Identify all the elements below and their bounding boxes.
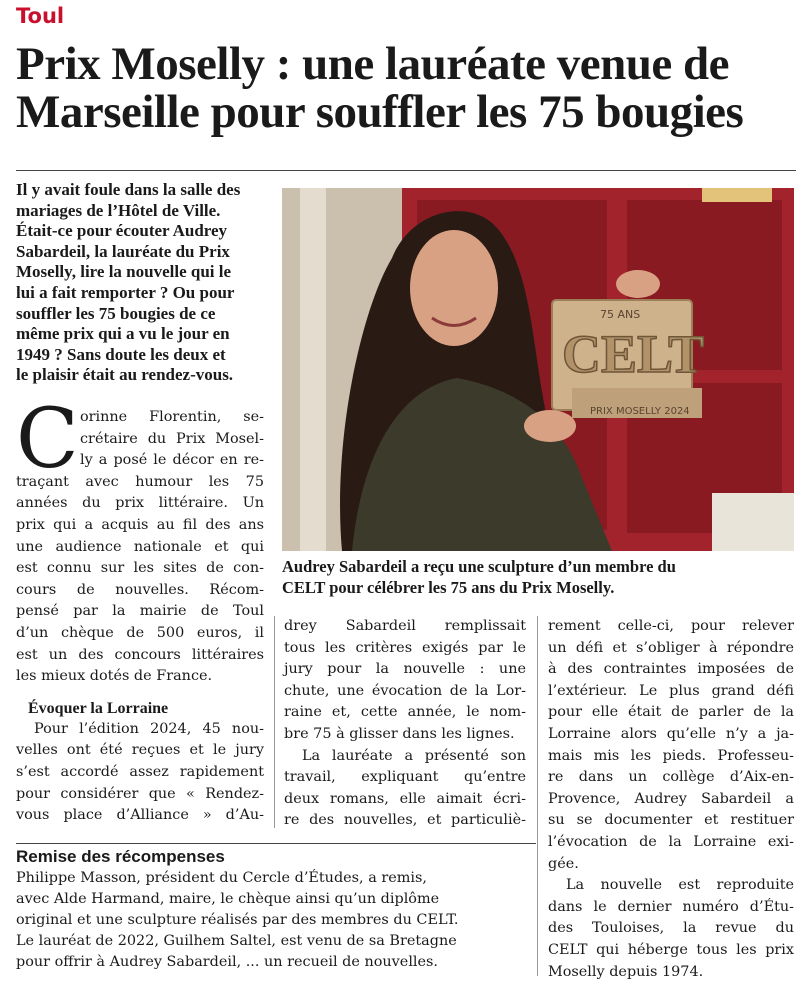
body-line: tous les critères exigés par le	[284, 638, 526, 660]
body-line: drey Sabardeil remplissait	[284, 616, 526, 638]
body-line: est un des concours littéraires	[16, 645, 264, 667]
body-column-1	[16, 407, 264, 827]
body-line: ly a posé le décor en re-	[16, 450, 264, 472]
headline-rule	[16, 170, 796, 171]
section-kicker: Toul	[16, 4, 64, 28]
standfirst-line: souffler les 75 bougies de ce	[16, 304, 266, 325]
photo-illustration	[282, 188, 794, 551]
body-line: Provence, Audrey Sabardeil a	[548, 789, 794, 811]
body-line: d’un chèque de 500 euros, il	[16, 623, 264, 645]
photo-caption	[282, 556, 794, 598]
box-line: Philippe Masson, président du Cercle d’Études, a remis,	[16, 868, 536, 889]
body-line: traçant avec humour les 75	[16, 472, 264, 494]
caption-line: CELT pour célébrer les 75 ans du Prix Moselly.	[282, 577, 794, 598]
body-line: rement celle-ci, pour relever	[548, 616, 794, 638]
sculpture-word: CELT	[562, 324, 704, 384]
body-line: La lauréate a présenté son	[284, 746, 526, 768]
body-line: années du prix littéraire. Un	[16, 493, 264, 515]
standfirst-line: Sabardeil, la lauréate du Prix	[16, 242, 266, 263]
body-line: travail, expliquant qu’entre	[284, 767, 526, 789]
body-line: deux romans, elle aimait écri-	[284, 789, 526, 811]
box-line: avec Alde Harmand, maire, le chèque ainsi qu’un diplôme	[16, 889, 536, 910]
dropcap-letter: C	[16, 399, 79, 481]
body-line: pour considérer que « Rendez-	[16, 784, 264, 806]
body-line: La nouvelle est reproduite	[548, 875, 794, 897]
sidebar-box-remise	[16, 846, 536, 973]
standfirst-line: lui a fait remporter ? Ou pour	[16, 283, 266, 304]
sculpture-bottom-text: PRIX MOSELLY 2024	[590, 406, 690, 417]
body-line: à des contraintes imposées de	[548, 659, 794, 681]
body-line: des Touloises, la revue du	[548, 918, 794, 940]
box-rule	[16, 843, 536, 844]
body-line: gée.	[548, 854, 794, 876]
body-line: re des nouvelles, et particuliè-	[284, 810, 526, 832]
body-line: pour elle était de parler de la	[548, 702, 794, 724]
standfirst-line: mariages de l’Hôtel de Ville.	[16, 201, 266, 222]
body-line: mais mis les pieds. Professeu-	[548, 746, 794, 768]
celt-sculpture	[552, 300, 704, 418]
body-line: Moselly depuis 1974.	[548, 962, 794, 983]
headline-line-1: Prix Moselly : une lauréate venue de	[16, 40, 806, 88]
standfirst-line: même prix qui a vu le jour en	[16, 324, 266, 345]
body-line: pensé par la mairie de Toul	[16, 601, 264, 623]
body-line: est connu sur les sites de con-	[16, 558, 264, 580]
sculpture-top-text: 75 ANS	[600, 308, 640, 321]
body-line: bre 75 à glisser dans les lignes.	[284, 724, 526, 746]
column-divider	[274, 616, 275, 828]
body-line: crétaire du Prix Mosel-	[16, 429, 264, 451]
body-line: chute, une évocation de la Lor-	[284, 681, 526, 703]
body-column-2	[284, 616, 526, 832]
body-line: orinne Florentin, se-	[16, 407, 264, 429]
body-line: re dans un collège d’Aix-en-	[548, 767, 794, 789]
body-line: CELT qui héberge tous les prix	[548, 940, 794, 962]
body-line: les mieux dotés de France.	[16, 666, 264, 688]
body-line: vous place d’Alliance » d’Au-	[16, 805, 264, 827]
standfirst-line: le plaisir était au rendez-vous.	[16, 365, 266, 386]
box-line: original et une sculpture réalisés par des membres du CELT.	[16, 910, 536, 931]
article-photo	[282, 188, 794, 551]
headline-line-2: Marseille pour souffler les 75 bougies	[16, 88, 806, 136]
standfirst-line: Était-ce pour écouter Audrey	[16, 221, 266, 242]
body-line: Pour l’édition 2024, 45 nou-	[16, 719, 264, 741]
body-line: cours de nouvelles. Récom-	[16, 580, 264, 602]
body-column-3	[548, 616, 794, 983]
body-line: une audience nationale et qui	[16, 537, 264, 559]
body-line: su se documenter et restituer	[548, 810, 794, 832]
body-line: Lorraine alors qu’elle n’y a ja-	[548, 724, 794, 746]
body-line: prix qui a acquis au fil des ans	[16, 515, 264, 537]
lead-paragraph	[16, 407, 264, 688]
body-line: l’extérieur. Le plus grand défi	[548, 681, 794, 703]
standfirst	[16, 180, 266, 386]
standfirst-line: Il y avait foule dans la salle des	[16, 180, 266, 201]
column-divider	[537, 616, 538, 976]
box-line: pour offrir à Audrey Sabardeil, ... un recueil de nouvelles.	[16, 952, 536, 973]
headline	[16, 40, 806, 136]
body-line: dans le dernier numéro d’Étu-	[548, 897, 794, 919]
body-line: raine et, cette année, le nom-	[284, 702, 526, 724]
body-line: s’est accordé assez rapidement	[16, 762, 264, 784]
body-line: jury pour la nouvelle : une	[284, 659, 526, 681]
standfirst-line: 1949 ? Sans doute les deux et	[16, 345, 266, 366]
body-line: velles ont été reçues et le jury	[16, 740, 264, 762]
body-line: l’évocation de la Lorraine exi-	[548, 832, 794, 854]
caption-line: Audrey Sabardeil a reçu une sculpture d’un membre du	[282, 556, 794, 577]
box-line: Le lauréat de 2022, Guilhem Saltel, est venu de sa Bretagne	[16, 931, 536, 952]
standfirst-line: Moselly, lire la nouvelle qui le	[16, 262, 266, 283]
body-line: un défi et s’obliger à répondre	[548, 638, 794, 660]
box-heading: Remise des récompenses	[16, 846, 536, 868]
subhead-evoquer-la-lorraine: Évoquer la Lorraine	[16, 698, 264, 719]
